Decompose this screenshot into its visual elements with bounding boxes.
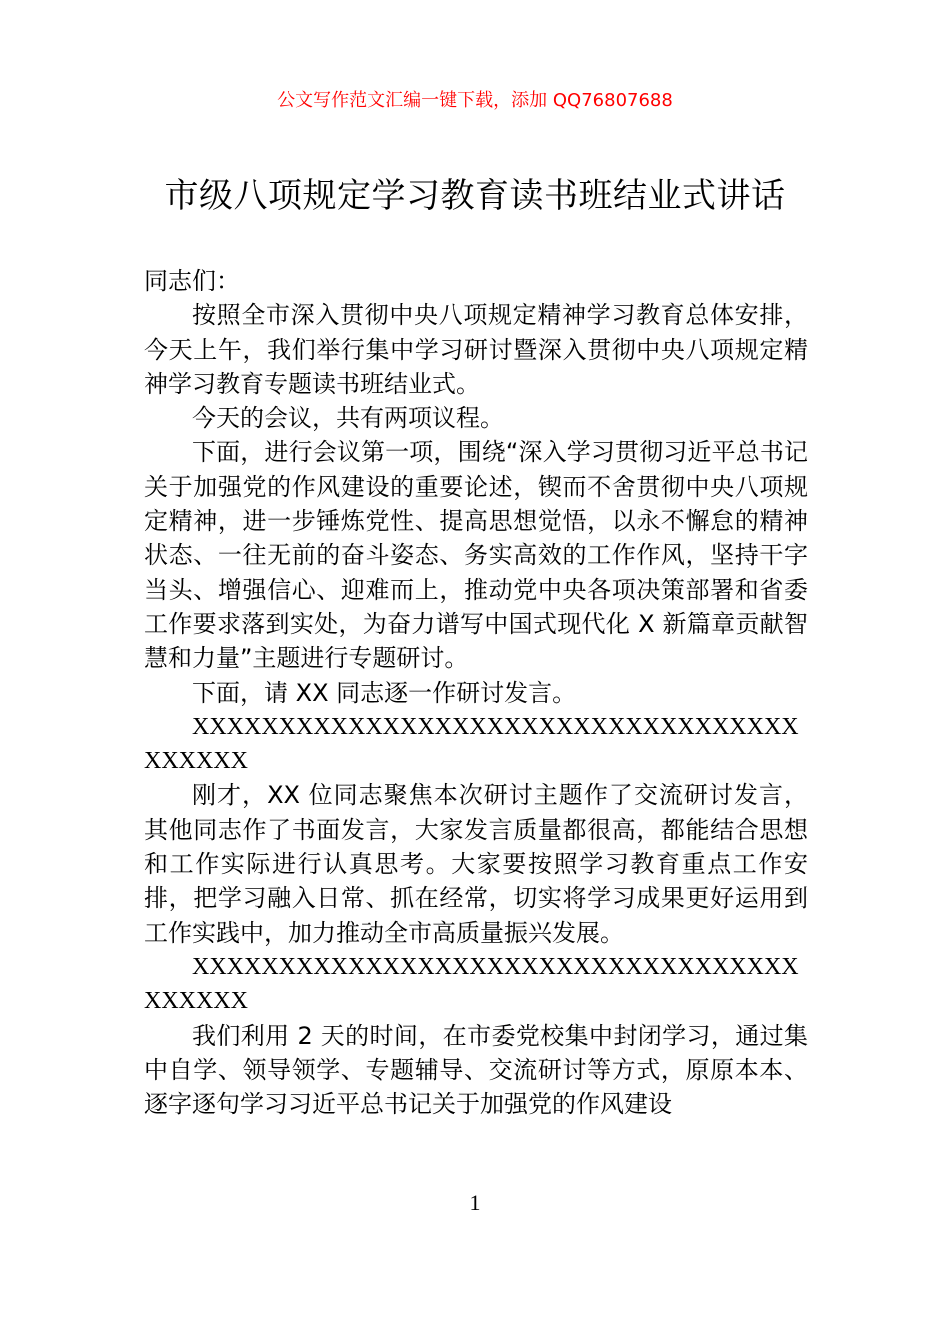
paragraph-study-review: 我们利用 2 天的时间，在市委党校集中封闭学习，通过集中自学、领导领学、专题辅导、交流研讨等方式，原原本本、逐字逐句学习习近平总书记关于加强党的作风建设 <box>144 1021 808 1119</box>
document-title: 市级八项规定学习教育读书班结业式讲话 <box>164 176 786 216</box>
salutation: 同志们： <box>144 267 240 295</box>
page-number: 1 <box>469 1190 481 1215</box>
document-body <box>144 264 808 1121</box>
paragraph-intro: 按照全市深入贯彻中央八项规定精神学习教育总体安排，今天上午，我们举行集中学习研讨暨深入贯彻中央八项规定精神学习教育专题读书班结业式。 <box>144 301 808 398</box>
placeholder-paragraph-1: XXXXXXXXXXXXXXXXXXXXXXXXXXXXXXXXXXXXXXXXX <box>144 713 799 775</box>
paragraph-speakers: 下面，请 XX 同志逐一作研讨发言。 <box>192 678 577 707</box>
paragraph-agenda: 今天的会议，共有两项议程。 <box>192 404 504 433</box>
paragraph-summary: 刚才，XX 位同志聚焦本次研讨主题作了交流研讨发言，其他同志作了书面发言，大家发言质量都很高，都能结合思想和工作实际进行认真思考。大家要按照学习教育重点工作安排，把学习融入日常、抓在经常，切实将学习成果更好运用到工作实践中，加力推动全市高质量振兴发展。 <box>144 781 808 947</box>
placeholder-paragraph-2: XXXXXXXXXXXXXXXXXXXXXXXXXXXXXXXXXXXXXXXXX <box>144 953 799 1015</box>
paragraph-first-item: 下面，进行会议第一项，围绕“深入学习贯彻习近平总书记关于加强党的作风建设的重要论述，锲而不舍贯彻中央八项规定精神，进一步锤炼党性、提高思想觉悟，以永不懈怠的精神状态、一往无前的奋斗姿态、务实高效的工作作风，坚持干字当头、增强信心、迎难而上，推动党中央各项决策部署和省委工作要求落到实处，为奋力谱写中国式现代化 X 新篇章贡献智慧和力量”主题进行专题研讨。 <box>144 438 808 673</box>
download-promo-note: 公文写作范文汇编一键下载，添加 QQ76807688 <box>277 90 673 111</box>
